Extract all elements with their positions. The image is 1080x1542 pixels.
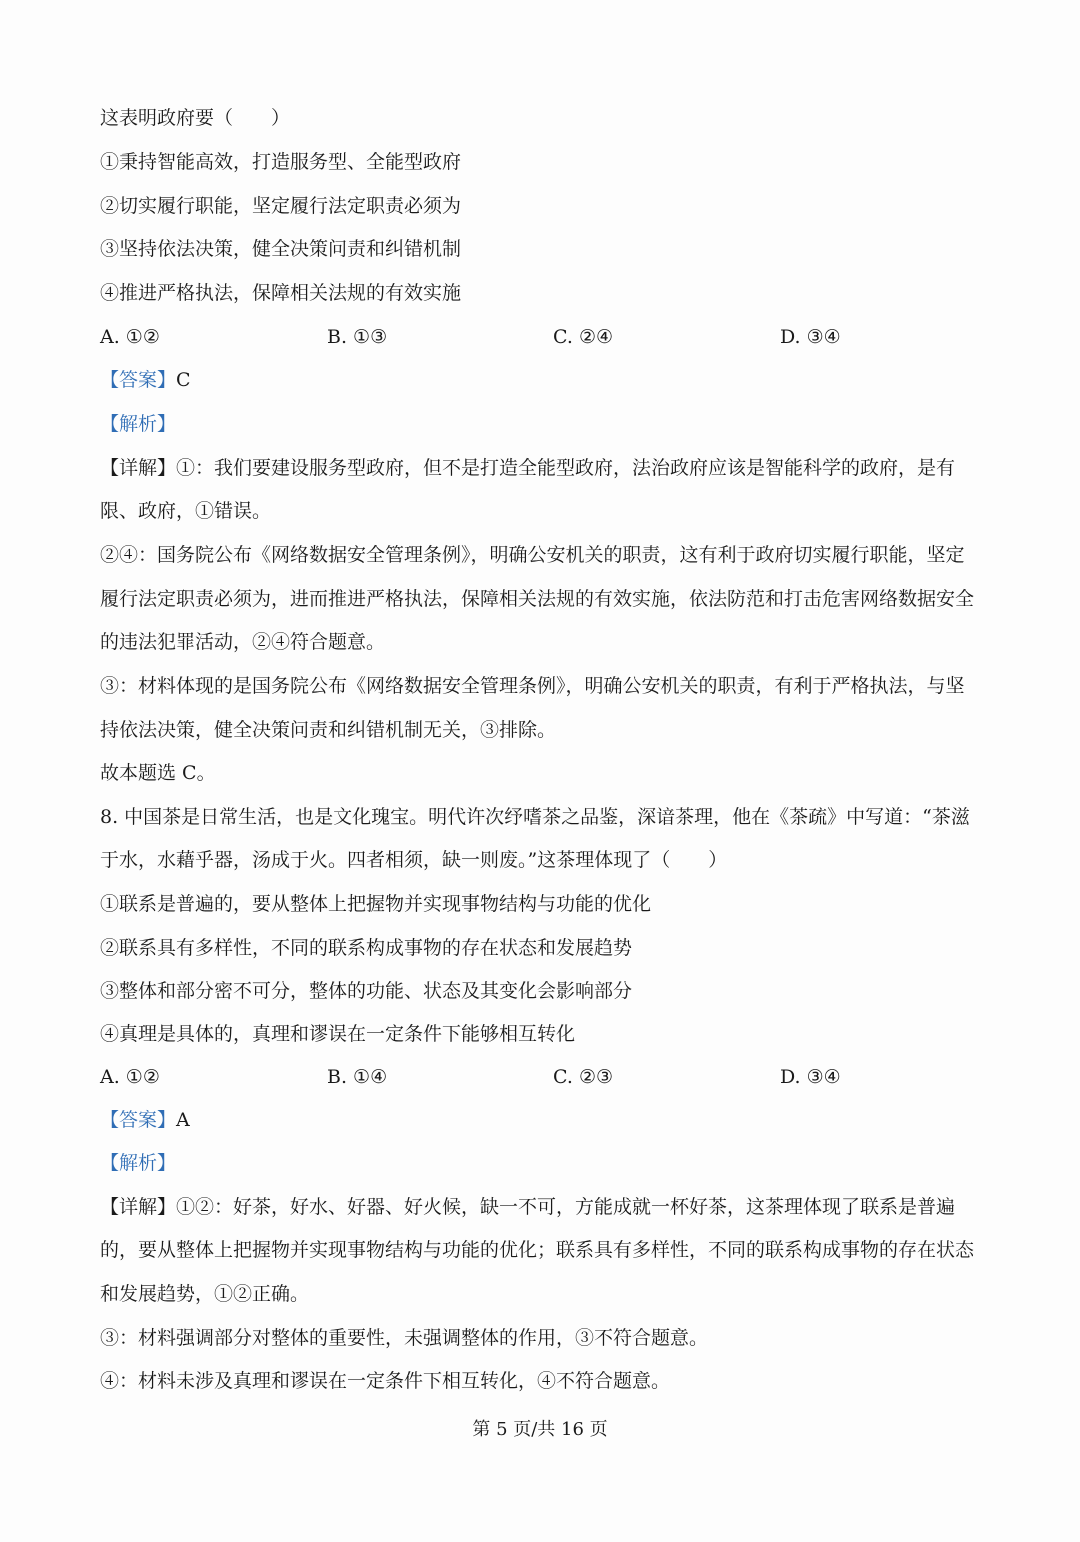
q8-answer-value: A [176, 1109, 190, 1131]
page-number: 第 5 页/共 16 页 [472, 1419, 608, 1440]
q8-detail-line-5: ④：材料未涉及真理和谬误在一定条件下相互转化，④不符合题意。 [100, 1370, 671, 1392]
q8-statement-1: ①联系是普遍的，要从整体上把握物并实现事物结构与功能的优化 [100, 893, 652, 915]
q7-option-a: A. ①② [100, 326, 160, 348]
q7-analysis-tag: 【解析】 [100, 413, 177, 435]
q7-answer-value: C [176, 369, 191, 391]
q8-detail-line-2: 的，要从整体上把握物并实现事物结构与功能的优化；联系具有多样性，不同的联系构成事物的存在状态 [100, 1239, 975, 1261]
q7-detail-line-6: ③：材料体现的是国务院公布《网络数据安全管理条例》，明确公安机关的职责，有利于严格执法，与坚 [100, 675, 965, 697]
q8-option-d: D. ③④ [780, 1066, 841, 1088]
q7-detail-line-5: 的违法犯罪活动，②④符合题意。 [100, 631, 386, 653]
q8-answer [100, 1102, 1010, 1138]
q8-option-c: C. ②③ [553, 1066, 614, 1088]
q7-conclusion: 故本题选 C。 [100, 762, 216, 784]
q8-detail-line-1: 【详解】①②：好茶，好水、好器、好火候，缺一不可，方能成就一杯好茶，这茶理体现了联系是普遍 [100, 1196, 956, 1218]
q7-detail-line-3: ②④：国务院公布《网络数据安全管理条例》，明确公安机关的职责，这有利于政府切实履行职能，坚定 [100, 544, 965, 566]
q8-answer-tag: 【答案】 [100, 1109, 177, 1131]
q8-options [100, 1059, 1010, 1095]
q7-statement-1: ①秉持智能高效，打造服务型、全能型政府 [100, 151, 462, 173]
q8-detail-line-3: 和发展趋势，①②正确。 [100, 1283, 310, 1305]
q7-detail-line-2: 限、政府，①错误。 [100, 500, 272, 522]
q8-analysis-tag: 【解析】 [100, 1152, 177, 1174]
q7-stem-tail: 这表明政府要（ ） [100, 107, 291, 129]
q7-statement-3: ③坚持依法决策，健全决策问责和纠错机制 [100, 238, 462, 260]
q8-stem-line-1: 8. 中国茶是日常生活，也是文化瑰宝。明代许次纾嗜茶之品鉴，深谙茶理，他在《茶疏》中写道：“茶滋 [100, 806, 970, 828]
q7-detail-line-4: 履行法定职责必须为，进而推进严格执法，保障相关法规的有效实施，依法防范和打击危害网络数据安全 [100, 588, 975, 610]
q8-detail-line-4: ③：材料强调部分对整体的重要性，未强调整体的作用，③不符合题意。 [100, 1327, 709, 1349]
q7-statement-2: ②切实履行职能，坚定履行法定职责必须为 [100, 195, 462, 217]
q7-option-b: B. ①③ [327, 326, 388, 348]
q8-option-a: A. ①② [100, 1066, 160, 1088]
q7-options [100, 319, 1010, 355]
q7-answer [100, 362, 1010, 398]
q8-option-b: B. ①④ [327, 1066, 388, 1088]
q8-statement-2: ②联系具有多样性，不同的联系构成事物的存在状态和发展趋势 [100, 937, 633, 959]
q7-answer-tag: 【答案】 [100, 369, 177, 391]
q7-detail-line-1: 【详解】①：我们要建设服务型政府，但不是打造全能型政府，法治政府应该是智能科学的政府，是有 [100, 457, 956, 479]
q8-statement-3: ③整体和部分密不可分，整体的功能、状态及其变化会影响部分 [100, 980, 633, 1002]
q7-statement-4: ④推进严格执法，保障相关法规的有效实施 [100, 282, 462, 304]
q8-stem-line-2: 于水，水藉乎器，汤成于火。四者相须，缺一则废。”这茶理体现了（ ） [100, 849, 728, 871]
q7-option-d: D. ③④ [780, 326, 841, 348]
q7-option-c: C. ②④ [553, 326, 614, 348]
q7-detail-line-7: 持依法决策，健全决策问责和纠错机制无关，③排除。 [100, 719, 557, 741]
q8-statement-4: ④真理是具体的，真理和谬误在一定条件下能够相互转化 [100, 1023, 576, 1045]
